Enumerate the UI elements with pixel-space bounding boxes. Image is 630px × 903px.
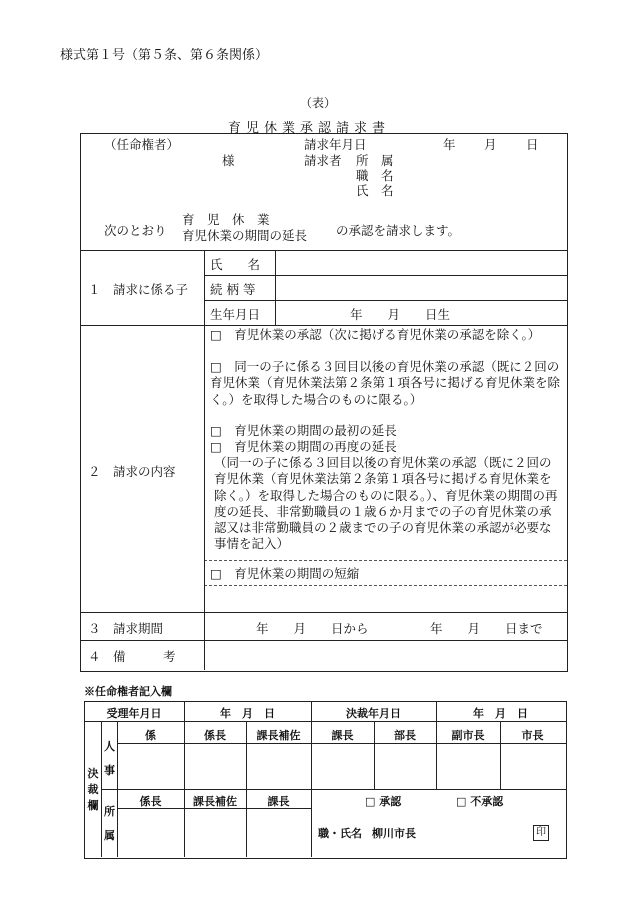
child-birthdate-value: 年 月 日生 <box>350 307 451 322</box>
front-side-label: （表） <box>300 96 337 110</box>
sama-label: 様 <box>222 153 235 168</box>
requester-label: 請求者 <box>304 153 342 168</box>
option-extension: 育児休業の期間の延長 <box>182 228 308 243</box>
approve-checkbox[interactable]: □ 承認 <box>365 795 402 808</box>
jinji-col-kacho: 課長 <box>331 729 354 742</box>
content-option-first-extension: □ 育児休業の期間の最初の延長 <box>210 423 397 438</box>
content-reason-note: （同一の子に係る３回目以後の育児休業の承認（既に２回の育児休業（育児休業法第２条第１項各号に掲げる育児休業を除く。）を取得した場合のものに限る。）、育児休業の期間の再度の延長、非常勤職員の１歳６か月までの子の育児休業の承認又は非常勤職員の２歳までの子の育児休業の承認が必要な事情を記入） <box>214 455 558 552</box>
seal-mark: 印 <box>533 825 549 841</box>
section4-label: ４ 備 考 <box>88 649 176 664</box>
child-birthdate-label: 生年月日 <box>210 307 261 322</box>
position-label: 職 名 <box>356 168 394 183</box>
section3-label: ３ 請求期間 <box>88 621 164 636</box>
jinji-col-kakari: 係 <box>145 729 156 742</box>
jinji-col-bucho: 部長 <box>394 729 416 742</box>
document-title: 育児休業承認請求書 <box>228 121 391 136</box>
appointer-label: （任命権者） <box>104 137 180 152</box>
shozoku-col-kacho: 課長 <box>267 795 290 808</box>
jinji-label: 人事 <box>104 740 115 777</box>
content-option-shorten: □ 育児休業の期間の短縮 <box>210 566 360 581</box>
content-option-third-leave: □ 同一の子に係る３回目以後の育児休業の承認（既に２回の育児休業（育児休業法第２条第１項各号に掲げる育児休業を除く。）を取得した場合のものに限る。） <box>210 359 561 407</box>
received-date-label: 受理年月日 <box>106 707 162 720</box>
received-date-value: 年 月 日 <box>220 707 275 720</box>
section1-label: １ 請求に係る子 <box>88 282 189 297</box>
content-option-second-extension: □ 育児休業の期間の再度の延長 <box>210 439 397 454</box>
mayor-name: 柳川市長 <box>372 827 416 840</box>
affiliation-label: 所 属 <box>356 153 394 168</box>
kessai-label: 決裁欄 <box>87 767 99 812</box>
next-suffix: の承認を請求します。 <box>336 223 461 238</box>
decision-date-value: 年 月 日 <box>473 707 528 720</box>
date-month: 月 <box>484 137 497 152</box>
reject-checkbox[interactable]: □ 不承認 <box>456 795 504 808</box>
date-day: 日 <box>526 137 539 152</box>
next-prefix: 次のとおり <box>104 223 167 238</box>
decision-date-label: 決裁年月日 <box>346 707 401 720</box>
date-year: 年 <box>443 137 456 152</box>
option-childcare-leave: 育 児 休 業 <box>182 212 270 227</box>
section2-label: ２ 請求の内容 <box>88 464 176 479</box>
shozoku-col-kachohosa: 課長補佐 <box>193 795 237 808</box>
child-name-label: 氏 名 <box>210 257 261 272</box>
child-relation-label: 続 柄 等 <box>210 282 256 297</box>
request-date-label: 請求年月日 <box>304 137 367 152</box>
shozoku-col-kakaricho: 係長 <box>139 795 162 808</box>
signature-label: 職・氏名 <box>318 827 362 840</box>
jinji-col-fukushicho: 副市長 <box>451 729 485 742</box>
requester-name-label: 氏 名 <box>356 183 394 198</box>
jinji-col-kachohosa: 課長補佐 <box>256 729 301 742</box>
jinji-col-kakaricho: 係長 <box>204 729 226 742</box>
appointer-section-title: ※任命権者記入欄 <box>84 685 172 698</box>
jinji-col-shicho: 市長 <box>521 729 544 742</box>
period-from: 年 月 日から <box>256 621 369 636</box>
form-number: 様式第１号（第５条、第６条関係） <box>60 48 269 63</box>
period-to: 年 月 日まで <box>430 621 543 636</box>
content-option-approval: □ 育児休業の承認（次に掲げる育児休業の承認を除く。） <box>210 327 541 342</box>
shozoku-label: 所属 <box>104 805 115 842</box>
